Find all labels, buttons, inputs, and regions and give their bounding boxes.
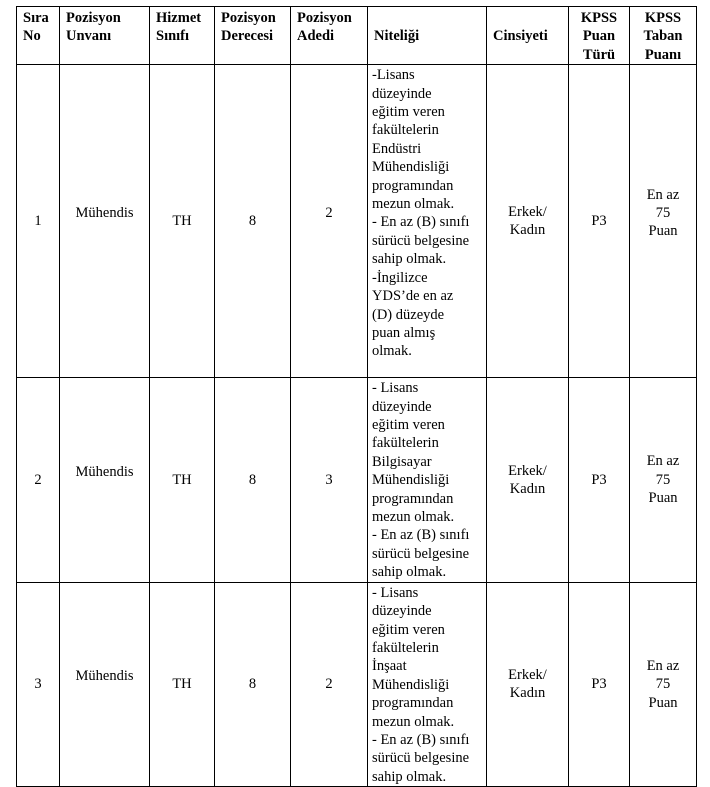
header-pozisyon-adedi: Pozisyon Adedi [291,7,368,65]
table-row [17,378,697,582]
cell-pozisyon-unvani: Mühendis [60,582,150,786]
cell-pozisyon-unvani: Mühendis [60,378,150,582]
header-hizmet-sinifi: Hizmet Sınıfı [150,7,215,65]
header-niteligi: Niteliği [368,7,487,65]
cell-hizmet-sinifi: TH [150,65,215,378]
cell-pozisyon-adedi: 3 [291,378,368,582]
header-kpss-puan-turu: KPSS Puan Türü [569,7,630,65]
header-pozisyon-derecesi: Pozisyon Derecesi [215,7,291,65]
cell-pozisyon-adedi: 2 [291,582,368,786]
header-kpss-taban-puani: KPSS Taban Puanı [630,7,697,65]
cell-pozisyon-derecesi: 8 [215,582,291,786]
cell-sira-no: 3 [17,582,60,786]
cell-cinsiyeti: Erkek/ Kadın [487,65,569,378]
cell-sira-no: 2 [17,378,60,582]
header-sira-no: Sıra No [17,7,60,65]
cell-pozisyon-adedi: 2 [291,65,368,378]
cell-sira-no: 1 [17,65,60,378]
header-row [17,7,697,65]
table-row [17,65,697,378]
header-pozisyon-unvani: Pozisyon Unvanı [60,7,150,65]
cell-cinsiyeti: Erkek/ Kadın [487,378,569,582]
cell-hizmet-sinifi: TH [150,378,215,582]
cell-pozisyon-derecesi: 8 [215,378,291,582]
cell-cinsiyeti: Erkek/ Kadın [487,582,569,786]
cell-kpss-puan-turu: P3 [569,378,630,582]
cell-pozisyon-derecesi: 8 [215,65,291,378]
cell-kpss-puan-turu: P3 [569,65,630,378]
cell-niteligi: - Lisans düzeyinde eğitim veren fakültelerin Bilgisayar Mühendisliği programından mezun olmak. - En az (B) sınıfı sürücü belgesine sahip olmak. [368,378,487,582]
cell-hizmet-sinifi: TH [150,582,215,786]
cell-pozisyon-unvani: Mühendis [60,65,150,378]
cell-niteligi: - Lisans düzeyinde eğitim veren fakültelerin İnşaat Mühendisliği programından mezun olmak. - En az (B) sınıfı sürücü belgesine sahip olmak. [368,582,487,786]
cell-kpss-taban-puani: En az 75 Puan [630,65,697,378]
cell-niteligi: -Lisans düzeyinde eğitim veren fakültelerin Endüstri Mühendisliği programından mezun olmak. - En az (B) sınıfı sürücü belgesine sahip olmak. -İngilizce YDS’de en az (D) düzeyde puan almış olmak. [368,65,487,378]
header-cinsiyeti: Cinsiyeti [487,7,569,65]
table-row [17,582,697,786]
position-table [16,6,697,787]
cell-kpss-taban-puani: En az 75 Puan [630,582,697,786]
cell-kpss-puan-turu: P3 [569,582,630,786]
cell-kpss-taban-puani: En az 75 Puan [630,378,697,582]
